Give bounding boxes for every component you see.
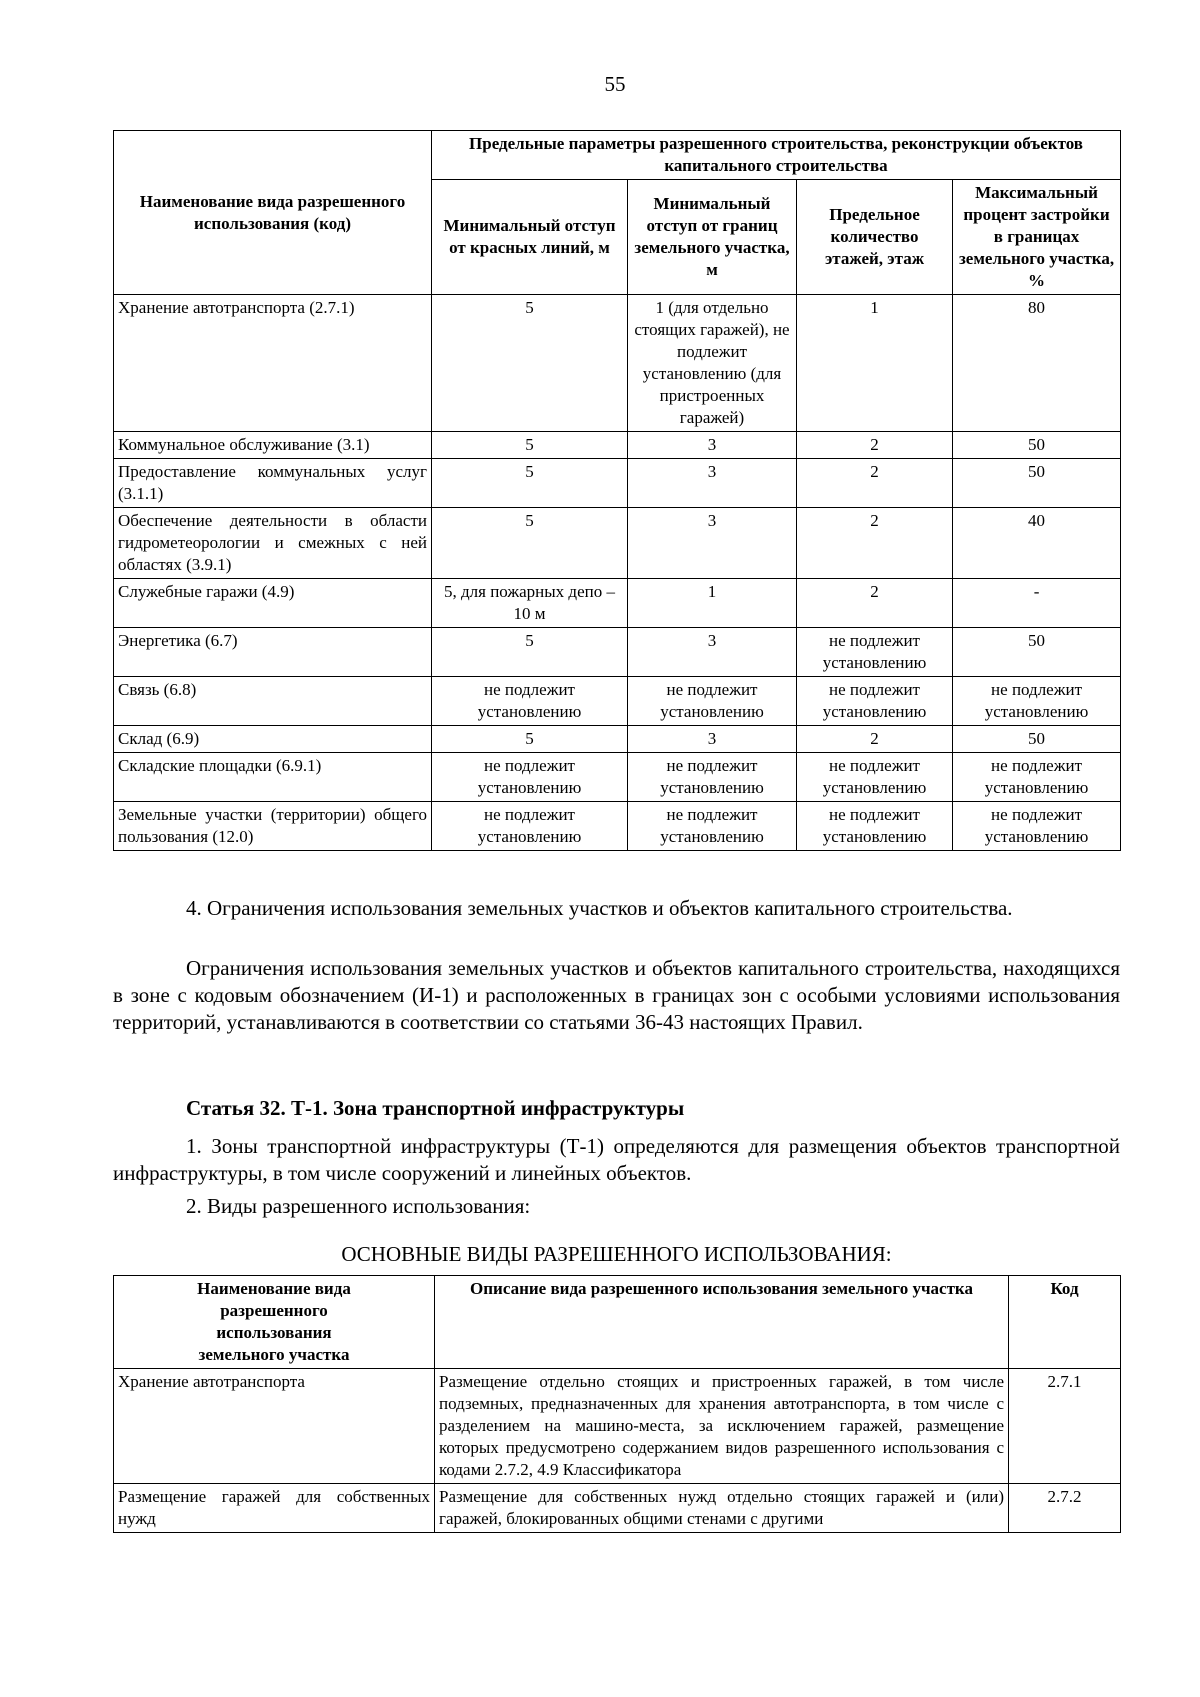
- max-coverage-value: 50: [953, 628, 1121, 677]
- min-boundary-value: 3: [628, 459, 797, 508]
- zoning-parameters-table: [113, 130, 1121, 851]
- min-boundary-value: 3: [628, 432, 797, 459]
- use-description: Размещение для собственных нужд отдельно стоящих гаражей и (или) гаражей, блокированных общими стенами с другими: [435, 1484, 1009, 1533]
- table-row: [114, 628, 1121, 677]
- min-boundary-value: 3: [628, 726, 797, 753]
- use-description: Размещение отдельно стоящих и пристроенных гаражей, в том числе подземных, предназначенных для хранения автотранспорта, в том числе с разделением на машино-места, за исключением гаражей, размещение которых предусмотрено содержанием видов разрешенного использования с кодами 2.7.2, 4.9 Классификатора: [435, 1369, 1009, 1484]
- table-row: [114, 579, 1121, 628]
- min-boundary-value: не подлежит установлению: [628, 677, 797, 726]
- table-row: [114, 295, 1121, 432]
- use-type-name: Обеспечение деятельности в области гидрометеорологии и смежных с ней областях (3.9.1): [114, 508, 432, 579]
- header-limit-params: Предельные параметры разрешенного строительства, реконструкции объектов капитального строительства: [432, 131, 1121, 180]
- use-type-name: Предоставление коммунальных услуг (3.1.1): [114, 459, 432, 508]
- section-4-paragraph: Ограничения использования земельных участков и объектов капитального строительства, находящихся в зоне с кодовым обозначением (И-1) и расположенных в границах зон с особыми условиями использования территорий, устанавливаются в соответствии со статьями 36-43 настоящих Правил.: [113, 956, 1120, 1034]
- max-floors-value: не подлежит установлению: [797, 628, 953, 677]
- min-red-line-value: не подлежит установлению: [432, 753, 628, 802]
- min-boundary-value: не подлежит установлению: [628, 802, 797, 851]
- max-floors-value: 2: [797, 459, 953, 508]
- header-use-type: Наименование вида разрешенного использования (код): [114, 131, 432, 295]
- max-coverage-value: 40: [953, 508, 1121, 579]
- max-floors-value: 2: [797, 726, 953, 753]
- min-red-line-value: 5: [432, 432, 628, 459]
- article-paragraph-2: 2. Виды разрешенного использования:: [186, 1194, 531, 1218]
- min-boundary-value: 1: [628, 579, 797, 628]
- header-use-name: Наименование вида разрешенного использования земельного участка: [114, 1276, 435, 1369]
- max-coverage-value: -: [953, 579, 1121, 628]
- table-row: [114, 802, 1121, 851]
- section-4-heading: 4. Ограничения использования земельных участков и объектов капитального строительства.: [186, 896, 1013, 920]
- table-row: [114, 1369, 1121, 1484]
- use-type-name: Энергетика (6.7): [114, 628, 432, 677]
- max-floors-value: 1: [797, 295, 953, 432]
- min-boundary-value: 3: [628, 628, 797, 677]
- table-row: [114, 508, 1121, 579]
- table-row: [114, 459, 1121, 508]
- min-red-line-value: 5: [432, 508, 628, 579]
- min-red-line-value: 5: [432, 295, 628, 432]
- header-use-description: Описание вида разрешенного использования земельного участка: [435, 1276, 1009, 1369]
- use-code: 2.7.2: [1009, 1484, 1121, 1533]
- header-code: Код: [1009, 1276, 1121, 1369]
- header-max-coverage: Максимальный процент застройки в границах земельного участка, %: [953, 180, 1121, 295]
- table-row: [114, 726, 1121, 753]
- max-floors-value: не подлежит установлению: [797, 677, 953, 726]
- header-max-floors: Предельное количество этажей, этаж: [797, 180, 953, 295]
- table-row: [114, 1484, 1121, 1533]
- use-type-name: Хранение автотранспорта (2.7.1): [114, 295, 432, 432]
- max-floors-value: 2: [797, 508, 953, 579]
- min-red-line-value: 5: [432, 459, 628, 508]
- table-row: [114, 677, 1121, 726]
- table-header-row: [114, 131, 1121, 180]
- article-title: Статья 32. Т-1. Зона транспортной инфраструктуры: [186, 1096, 685, 1120]
- article-paragraph-1: 1. Зоны транспортной инфраструктуры (Т-1) определяются для размещения объектов транспортной инфраструктуры, в том числе сооружений и линейных объектов.: [113, 1134, 1120, 1185]
- max-coverage-value: не подлежит установлению: [953, 677, 1121, 726]
- main-uses-heading: ОСНОВНЫЕ ВИДЫ РАЗРЕШЕННОГО ИСПОЛЬЗОВАНИЯ:: [341, 1242, 892, 1266]
- min-red-line-value: 5: [432, 628, 628, 677]
- max-coverage-value: 50: [953, 459, 1121, 508]
- use-type-name: Коммунальное обслуживание (3.1): [114, 432, 432, 459]
- max-coverage-value: 50: [953, 726, 1121, 753]
- table-row: [114, 432, 1121, 459]
- use-type-name: Служебные гаражи (4.9): [114, 579, 432, 628]
- max-floors-value: не подлежит установлению: [797, 753, 953, 802]
- min-red-line-value: не подлежит установлению: [432, 802, 628, 851]
- use-name: Размещение гаражей для собственных нужд: [114, 1484, 435, 1533]
- table-row: [114, 753, 1121, 802]
- max-floors-value: 2: [797, 579, 953, 628]
- max-floors-value: не подлежит установлению: [797, 802, 953, 851]
- page-number: 55: [604, 72, 626, 96]
- max-floors-value: 2: [797, 432, 953, 459]
- min-red-line-value: не подлежит установлению: [432, 677, 628, 726]
- min-boundary-value: не подлежит установлению: [628, 753, 797, 802]
- use-type-name: Склад (6.9): [114, 726, 432, 753]
- min-boundary-value: 3: [628, 508, 797, 579]
- use-type-name: Складские площадки (6.9.1): [114, 753, 432, 802]
- table-header-row: [114, 1276, 1121, 1369]
- header-min-boundary: Минимальный отступ от границ земельного участка, м: [628, 180, 797, 295]
- min-red-line-value: 5, для пожарных депо – 10 м: [432, 579, 628, 628]
- max-coverage-value: не подлежит установлению: [953, 753, 1121, 802]
- max-coverage-value: не подлежит установлению: [953, 802, 1121, 851]
- max-coverage-value: 80: [953, 295, 1121, 432]
- header-min-red-line: Минимальный отступ от красных линий, м: [432, 180, 628, 295]
- use-type-name: Земельные участки (территории) общего пользования (12.0): [114, 802, 432, 851]
- use-name: Хранение автотранспорта: [114, 1369, 435, 1484]
- min-red-line-value: 5: [432, 726, 628, 753]
- min-boundary-value: 1 (для отдельно стоящих гаражей), не подлежит установлению (для пристроенных гаражей): [628, 295, 797, 432]
- permitted-uses-table: [113, 1275, 1121, 1533]
- use-type-name: Связь (6.8): [114, 677, 432, 726]
- use-code: 2.7.1: [1009, 1369, 1121, 1484]
- max-coverage-value: 50: [953, 432, 1121, 459]
